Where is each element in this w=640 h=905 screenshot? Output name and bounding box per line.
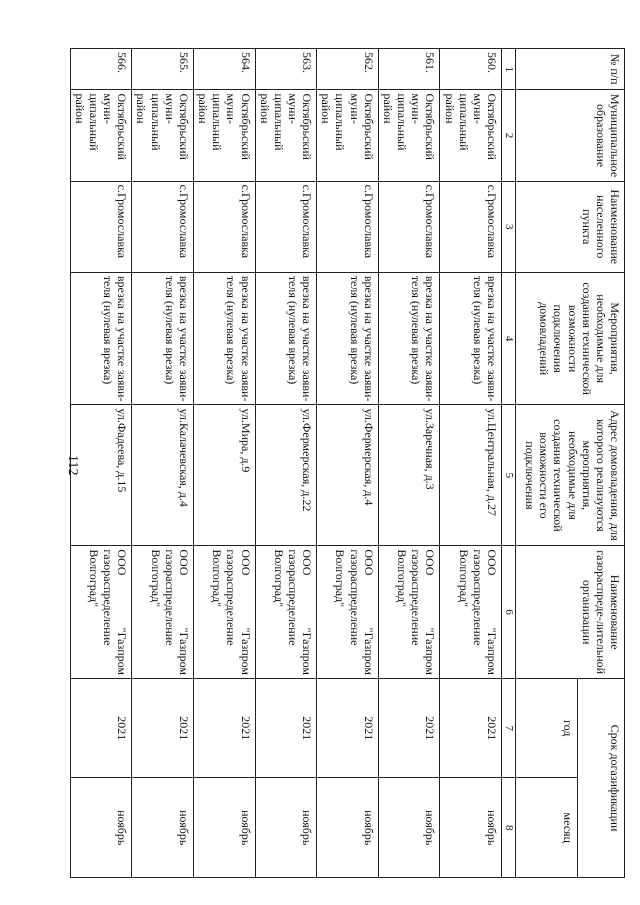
header-year: год	[516, 678, 578, 777]
row-address: ул.Заречная, д.3	[378, 405, 440, 546]
row-municipality: Октябрьский муни-ципальный район	[378, 90, 440, 181]
column-number: 6	[502, 546, 516, 679]
row-address: ул.Фадеева, д.15	[70, 405, 132, 546]
row-settlement: с.Громославка	[255, 181, 317, 272]
row-number: 561.	[378, 49, 440, 90]
header-deadline: Срок догазификации	[578, 678, 625, 877]
row-measure: врезка на участке заяви-теля (нулевая врезка)	[193, 272, 255, 405]
header-organization: Наименование газораспреде-лительной организации	[516, 546, 625, 679]
row-organization: ООО "Газпром газораспределение Волгоград"	[378, 546, 440, 679]
row-settlement: с.Громославка	[193, 181, 255, 272]
table-row	[255, 49, 317, 878]
row-organization: ООО "Газпром газораспределение Волгоград"	[440, 546, 502, 679]
row-settlement: с.Громославка	[317, 181, 379, 272]
row-year: 2021	[193, 678, 255, 777]
row-measure: врезка на участке заяви-теля (нулевая врезка)	[132, 272, 194, 405]
row-year: 2021	[255, 678, 317, 777]
column-number: 3	[502, 181, 516, 272]
row-measure: врезка на участке заяви-теля (нулевая врезка)	[440, 272, 502, 405]
header-settlement: Наименование населенного пункта	[516, 181, 625, 272]
row-measure: врезка на участке заяви-теля (нулевая врезка)	[378, 272, 440, 405]
row-year: 2021	[132, 678, 194, 777]
row-settlement: с.Громославка	[440, 181, 502, 272]
column-number: 5	[502, 405, 516, 546]
row-year: 2021	[317, 678, 379, 777]
row-measure: врезка на участке заяви-теля (нулевая врезка)	[70, 272, 132, 405]
row-month: ноябрь	[255, 778, 317, 878]
column-number: 2	[502, 90, 516, 181]
row-organization: ООО "Газпром газораспределение Волгоград"	[255, 546, 317, 679]
table-row	[317, 49, 379, 878]
row-month: ноябрь	[70, 778, 132, 878]
row-municipality: Октябрьский муни-ципальный район	[132, 90, 194, 181]
column-number: 7	[502, 678, 516, 777]
table-row	[378, 49, 440, 878]
header-measures: Мероприятия, необходимые для создания технической возможности подключения домовладений	[516, 272, 625, 405]
gasification-table	[70, 48, 625, 878]
column-number: 1	[502, 49, 516, 90]
row-municipality: Октябрьский муни-ципальный район	[193, 90, 255, 181]
row-year: 2021	[378, 678, 440, 777]
row-municipality: Октябрьский муни-ципальный район	[255, 90, 317, 181]
row-year: 2021	[70, 678, 132, 777]
row-municipality: Октябрьский муни-ципальный район	[70, 90, 132, 181]
row-address: ул.Фермерская, д.4	[317, 405, 379, 546]
row-settlement: с.Громославка	[132, 181, 194, 272]
row-number: 560.	[440, 49, 502, 90]
column-number: 4	[502, 272, 516, 405]
table-row	[440, 49, 502, 878]
row-number: 566.	[70, 49, 132, 90]
row-municipality: Октябрьский муни-ципальный район	[440, 90, 502, 181]
row-month: ноябрь	[132, 778, 194, 878]
row-organization: ООО "Газпром газораспределение Волгоград"	[193, 546, 255, 679]
row-year: 2021	[440, 678, 502, 777]
row-measure: врезка на участке заяви-теля (нулевая врезка)	[317, 272, 379, 405]
row-month: ноябрь	[317, 778, 379, 878]
header-month: месяц	[516, 778, 578, 878]
header-municipality: Муниципальное образование	[516, 90, 625, 181]
header-address: Адрес домовладения, для которого реализуются мероприятия, необходимые для создания технической возможности его подключения	[516, 405, 625, 546]
row-municipality: Октябрьский муни-ципальный район	[317, 90, 379, 181]
header-num: № п/п	[516, 49, 625, 90]
table-row	[132, 49, 194, 878]
row-address: ул.Мира, д.9	[193, 405, 255, 546]
row-month: ноябрь	[378, 778, 440, 878]
table-row	[70, 49, 132, 878]
row-organization: ООО "Газпром газораспределение Волгоград"	[317, 546, 379, 679]
row-number: 564.	[193, 49, 255, 90]
row-settlement: с.Громославка	[70, 181, 132, 272]
page-number: 112	[65, 455, 80, 476]
column-number-row	[502, 49, 516, 878]
row-measure: врезка на участке заяви-теля (нулевая врезка)	[255, 272, 317, 405]
row-number: 565.	[132, 49, 194, 90]
row-organization: ООО "Газпром газораспределение Волгоград"	[132, 546, 194, 679]
row-organization: ООО "Газпром газораспределение Волгоград"	[70, 546, 132, 679]
row-number: 563.	[255, 49, 317, 90]
row-address: ул.Центральная, д.27	[440, 405, 502, 546]
row-address: ул.Фермерская, д.22	[255, 405, 317, 546]
row-month: ноябрь	[193, 778, 255, 878]
column-number: 8	[502, 778, 516, 878]
row-number: 562.	[317, 49, 379, 90]
row-address: ул.Калачевская, д.4	[132, 405, 194, 546]
table-row	[193, 49, 255, 878]
row-settlement: с.Громославка	[378, 181, 440, 272]
row-month: ноябрь	[440, 778, 502, 878]
